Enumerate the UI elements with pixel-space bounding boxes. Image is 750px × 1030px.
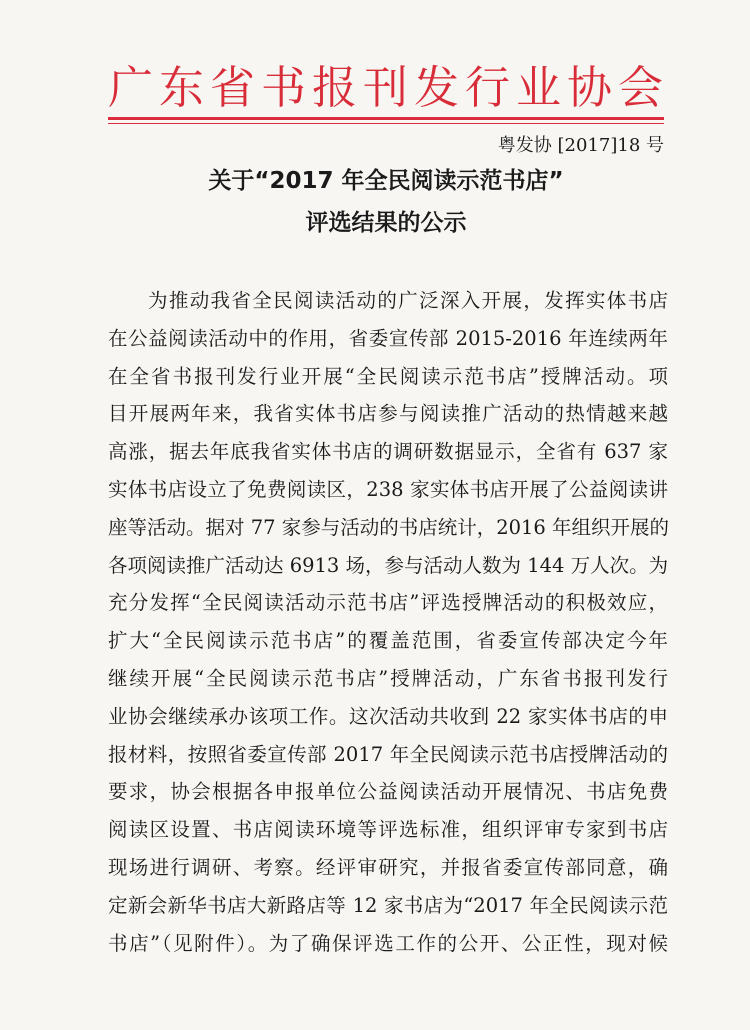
body-line: 继续开展“全民阅读示范书店”授牌活动，广东省书报刊发行 bbox=[108, 666, 668, 690]
body-line: 充分发挥“全民阅读活动示范书店”评选授牌活动的积极效应， bbox=[108, 591, 668, 615]
body-line: 报材料，按照省委宣传部 2017 年全民阅读示范书店授牌活动的 bbox=[108, 742, 668, 766]
document-title-line-2: 评选结果的公示 bbox=[305, 210, 467, 236]
body-line: 在全省书报刊发行业开展“全民阅读示范书店”授牌活动。项 bbox=[108, 364, 668, 388]
header-rule-thick bbox=[108, 117, 664, 120]
body-text bbox=[108, 282, 668, 962]
body-line: 阅读区设置、书店阅读环境等评选标准，组织评审专家到书店 bbox=[108, 818, 668, 842]
body-line: 现场进行调研、考察。经评审研究，并报省委宣传部同意，确 bbox=[108, 855, 668, 879]
header-rule-thin bbox=[108, 123, 664, 124]
body-line: 书店”（见附件）。为了确保评选工作的公开、公正性，现对候 bbox=[108, 931, 668, 955]
body-line: 要求，协会根据各申报单位公益阅读活动开展情况、书店免费 bbox=[108, 780, 668, 804]
body-line: 目开展两年来，我省实体书店参与阅读推广活动的热情越来越 bbox=[108, 402, 668, 426]
document-number: 粤发协 [2017]18 号 bbox=[497, 135, 664, 156]
document-title-line-1: 关于“2017 年全民阅读示范书店” bbox=[208, 168, 564, 194]
body-line: 座等活动。据对 77 家参与活动的书店统计，2016 年组织开展的 bbox=[108, 515, 670, 539]
body-line: 各项阅读推广活动达 6913 场，参与活动人数为 144 万人次。为 bbox=[108, 553, 669, 577]
body-line: 扩大“全民阅读示范书店”的覆盖范围，省委宣传部决定今年 bbox=[108, 629, 668, 653]
body-line: 实体书店设立了免费阅读区，238 家实体书店开展了公益阅读讲 bbox=[108, 477, 668, 501]
body-line: 在公益阅读活动中的作用，省委宣传部 2015-2016 年连续两年 bbox=[108, 326, 668, 350]
organization-name: 广东省书报刊发行业协会 bbox=[108, 61, 670, 114]
body-line: 业协会继续承办该项工作。这次活动共收到 22 家实体书店的申 bbox=[108, 704, 668, 728]
body-line: 高涨，据去年底我省实体书店的调研数据显示，全省有 637 家 bbox=[108, 440, 668, 464]
body-line: 为推动我省全民阅读活动的广泛深入开展，发挥实体书店 bbox=[148, 289, 668, 312]
body-line: 定新会新华书店大新路店等 12 家书店为“2017 年全民阅读示范 bbox=[108, 893, 668, 917]
